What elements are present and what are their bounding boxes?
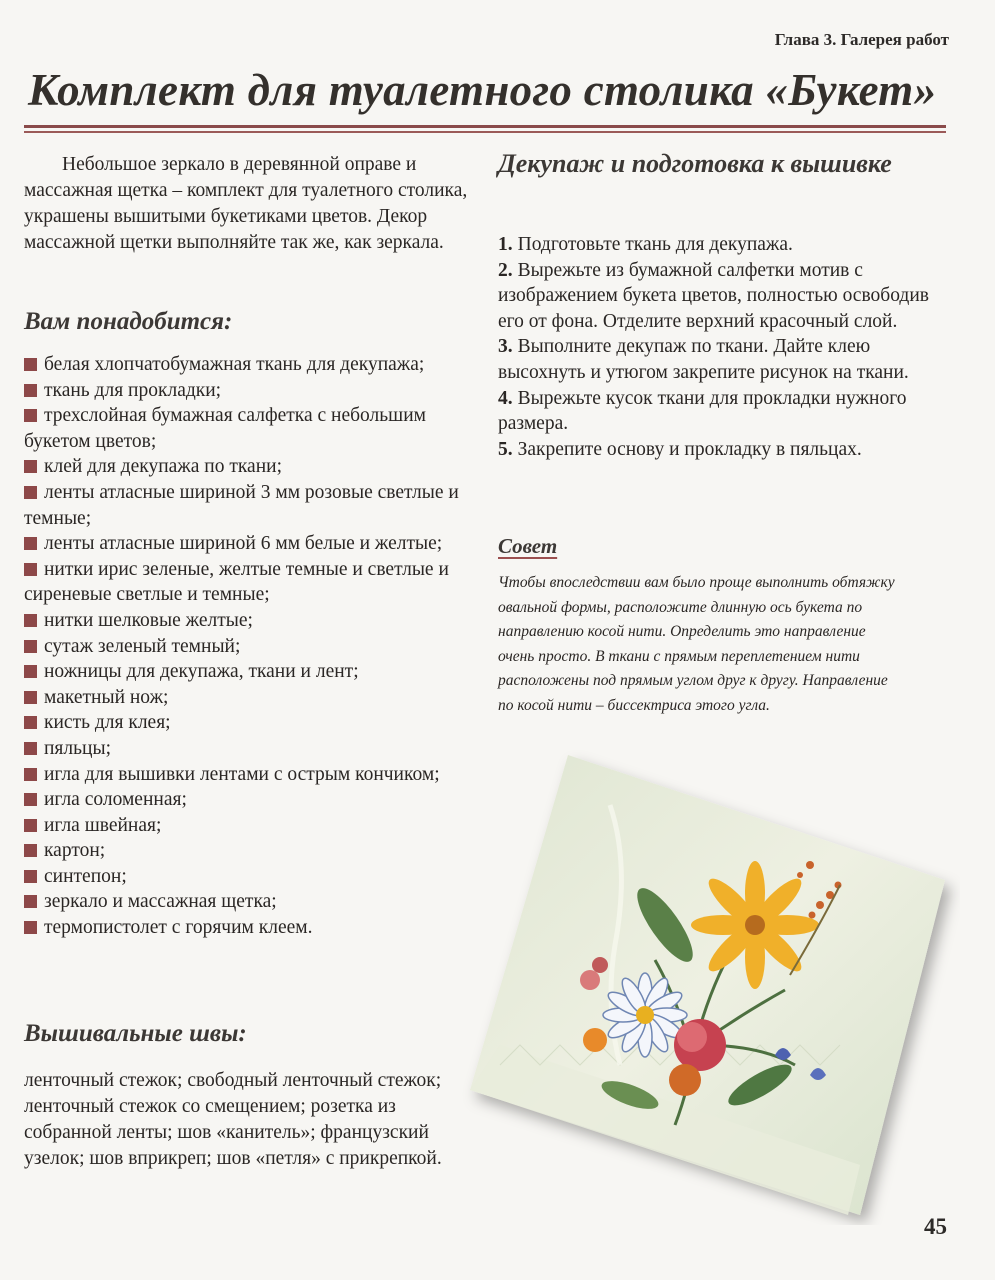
square-bullet-icon [24, 358, 37, 371]
supply-item [24, 531, 480, 557]
supply-item-text: термопистолет с горячим клеем. [44, 917, 313, 939]
square-bullet-icon [24, 537, 37, 550]
supply-item [24, 378, 480, 404]
supply-item-text: кисть для клея; [44, 712, 171, 734]
supply-item [24, 608, 480, 634]
square-bullet-icon [24, 384, 37, 397]
square-bullet-icon [24, 895, 37, 908]
square-bullet-icon [24, 563, 37, 576]
square-bullet-icon [24, 486, 37, 499]
supply-item-text: игла швейная; [44, 814, 162, 836]
square-bullet-icon [24, 409, 37, 422]
supply-item [24, 787, 480, 813]
supply-item [24, 915, 480, 941]
intro-paragraph: Небольшое зеркало в деревянной оправе и массажная щетка – комплект для туалетного столика, украшены вышитыми букетиками цветов. Декор массажной щетки выполняйте так же, как зеркала. [24, 154, 468, 253]
square-bullet-icon [24, 742, 37, 755]
supply-item [24, 352, 480, 378]
square-bullet-icon [24, 793, 37, 806]
supply-item [24, 634, 480, 660]
square-bullet-icon [24, 716, 37, 729]
supply-item-text: картон; [44, 840, 106, 862]
square-bullet-icon [24, 460, 37, 473]
square-bullet-icon [24, 614, 37, 627]
square-bullet-icon [24, 921, 37, 934]
decoupage-steps [498, 232, 948, 462]
supply-item-text: синтепон; [44, 865, 127, 887]
step-text: Вырежьте кусок ткани для прокладки нужного размера. [498, 387, 907, 435]
supply-item-text: ленты атласные шириной 3 мм розовые светлые и темные; [24, 481, 459, 529]
step-text: Вырежьте из бумажной салфетки мотив с изображением букета цветов, полностью освободив его от фона. Отделите верхний красочный слой. [498, 259, 929, 332]
decoupage-step [498, 334, 948, 385]
supply-item-text: пяльцы; [44, 737, 111, 759]
supply-item [24, 557, 480, 608]
supply-item [24, 659, 480, 685]
supply-item [24, 813, 480, 839]
supply-item [24, 864, 480, 890]
step-text: Выполните декупаж по ткани. Дайте клею высохнуть и утюгом закрепите рисунок на ткани. [498, 336, 909, 383]
supply-item [24, 480, 480, 531]
supply-item-text: клей для декупажа по ткани; [44, 456, 282, 478]
decoupage-step [498, 258, 948, 335]
step-text: Закрепите основу и прокладку в пяльцах. [517, 438, 862, 460]
chapter-header: Глава 3. Галерея работ [774, 30, 949, 49]
advice-heading: Совет [498, 534, 558, 558]
decoupage-step [498, 386, 948, 437]
supply-item [24, 736, 480, 762]
supply-item-text: нитки шелковые желтые; [44, 609, 253, 631]
supply-item [24, 838, 480, 864]
step-number: 2. [498, 259, 513, 281]
supply-item-text: нитки ирис зеленые, желтые темные и светлые и сиреневые светлые и темные; [24, 558, 449, 606]
step-number: 4. [498, 387, 513, 409]
supply-item-text: ножницы для декупажа, ткани и лент; [44, 661, 359, 683]
square-bullet-icon [24, 844, 37, 857]
supply-item [24, 454, 480, 480]
decoupage-step [498, 232, 948, 258]
step-text: Подготовьте ткань для декупажа. [517, 234, 793, 255]
supply-item [24, 710, 480, 736]
square-bullet-icon [24, 640, 37, 653]
supply-item-text: зеркало и массажная щетка; [44, 891, 277, 913]
square-bullet-icon [24, 819, 37, 832]
square-bullet-icon [24, 691, 37, 704]
supply-item-text: игла соломенная; [44, 789, 187, 811]
supplies-heading: Вам понадобится: [24, 308, 233, 335]
supply-item-text: игла для вышивки лентами с острым кончиком; [44, 763, 440, 785]
page-number: 45 [924, 1214, 947, 1239]
supply-item [24, 403, 480, 454]
decoupage-step [498, 437, 948, 463]
supply-item [24, 889, 480, 915]
square-bullet-icon [24, 870, 37, 883]
supply-item-text: белая хлопчатобумажная ткань для декупажа; [44, 354, 425, 375]
decoupage-heading: Декупаж и подготовка к вышивке [498, 149, 892, 178]
supply-item-text: ленты атласные шириной 6 мм белые и желтые; [44, 533, 443, 555]
page-title: Комплект для туалетного столика «Букет» [28, 65, 937, 115]
supply-item-text: ткань для прокладки; [44, 379, 222, 401]
supplies-list [24, 352, 480, 941]
stitches-heading: Вышивальные швы: [24, 1020, 247, 1047]
title-rule-secondary [24, 131, 946, 133]
supply-item-text: трехслойная бумажная салфетка с небольшим букетом цветов; [24, 405, 426, 452]
square-bullet-icon [24, 665, 37, 678]
supply-item [24, 762, 480, 788]
supply-item [24, 685, 480, 711]
supply-item-text: сутаж зеленый темный; [44, 635, 241, 657]
square-bullet-icon [24, 768, 37, 781]
step-number: 5. [498, 438, 513, 460]
step-number: 1. [498, 234, 513, 255]
supply-item-text: макетный нож; [44, 686, 169, 708]
advice-text: Чтобы впоследствии вам было проще выполнить обтяжку овальной формы, расположите длинную ось букета по направлению косой нити. Определить это направление очень просто. В ткани с прямым переплетением нити расположены под прямым углом друг к другу. Направление по косой нити – биссектриса этого угла. [498, 574, 895, 714]
stitches-text: ленточный стежок; свободный ленточный стежок; ленточный стежок со смещением; розетка из собранной ленты; шов «канитель»; французский узелок; шов вприкреп; шов «петля» с прикрепкой. [24, 1070, 442, 1169]
title-rule [24, 125, 946, 128]
napkin-bouquet-photo [440, 745, 960, 1225]
step-number: 3. [498, 336, 513, 358]
